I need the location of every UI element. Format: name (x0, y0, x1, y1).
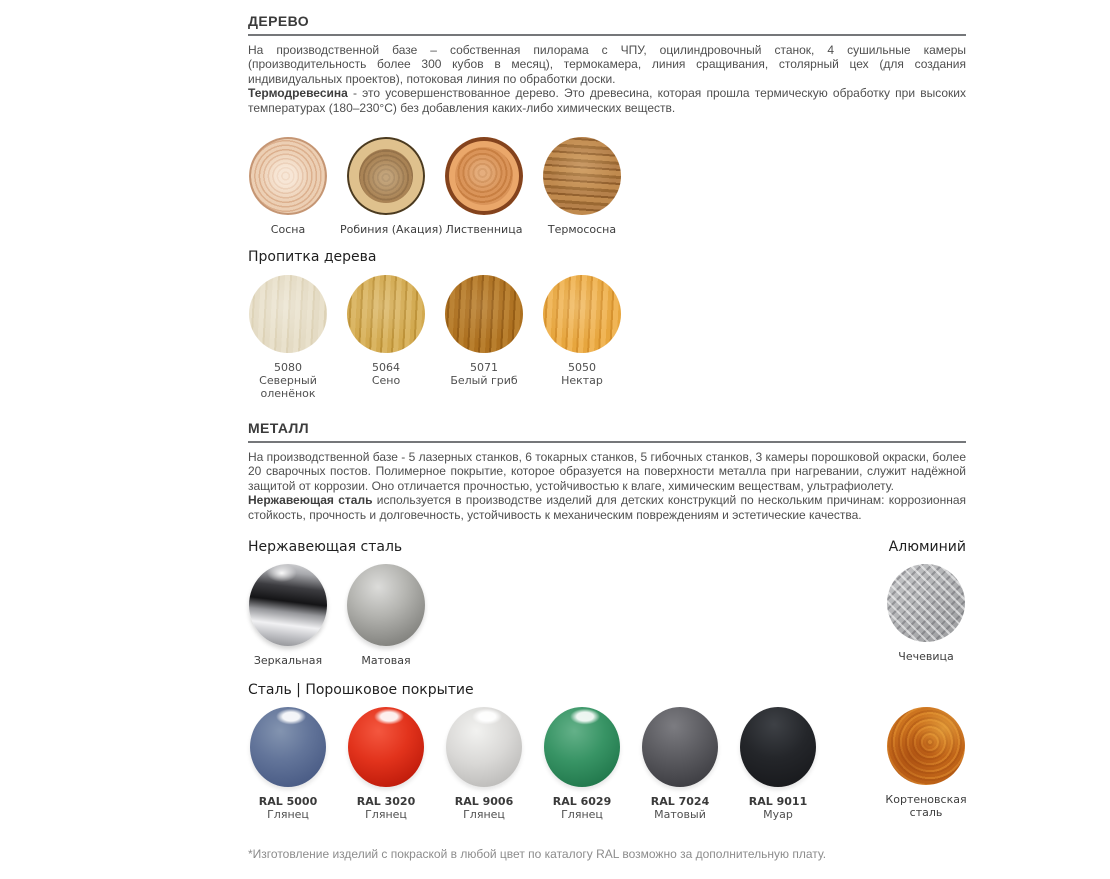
checker-plate-swatch (887, 564, 965, 642)
impregnation-name: Нектар (561, 374, 603, 388)
robinia-slice-swatch (347, 137, 425, 215)
ral-code: RAL 9006 (454, 795, 514, 809)
ral-row (248, 707, 966, 821)
thermowood-paragraph (248, 86, 966, 115)
corten-steel (886, 707, 966, 819)
swatch-label: Зеркальная (253, 654, 323, 668)
ral-3020 (346, 707, 426, 821)
stainless-text: используется в производстве изделий для детских конструкций по нескольким причинам: коррозионная стойкость, прочность и долговечность, устойчивость к механическим повреждениям и эстетические качества. (248, 493, 966, 522)
wood-section (248, 13, 966, 400)
swatch-label: Кортеновская сталь (885, 793, 967, 820)
impregnation-name: Сено (371, 374, 401, 388)
impregnation-5080 (248, 275, 328, 400)
ral-code: RAL 9011 (748, 795, 808, 809)
ral-code: RAL 6029 (552, 795, 612, 809)
impregnation-5064-swatch (347, 275, 425, 353)
wood-species-robinia (340, 137, 443, 237)
ral-code: RAL 5000 (258, 795, 318, 809)
swatch-label (340, 795, 432, 821)
impregnation-5050 (542, 275, 622, 387)
stainless-aluminum-headers (248, 538, 966, 556)
impregnation-code: 5071 (470, 361, 498, 375)
impregnation-code: 5080 (274, 361, 302, 375)
ral-code: RAL 7024 (650, 795, 710, 809)
matte-steel-sphere-swatch (347, 564, 425, 646)
stainless-title: Нержавеющая сталь (248, 539, 403, 556)
metal-intro-paragraph: На производственной базе - 5 лазерных станков, 6 токарных станков, 5 гибочных станков, 3 камеры порошковой окраски, более 20 сварочных постов. Полимерное покрытие, которое образуется на поверхности металла при нагревании, служит надёжной защитой от коррозии. Оно отличается прочностью, устойчивостью к влаге, химическим веществам, ультрафиолету. (248, 450, 966, 493)
wood-section-title: ДЕРЕВО (248, 13, 310, 29)
ral-finish: Глянец (365, 808, 407, 822)
stainless-row (248, 564, 966, 667)
impregnation-5080-swatch (249, 275, 327, 353)
swatch-label (438, 361, 530, 387)
ral-code: RAL 3020 (356, 795, 416, 809)
impregnation-5071-swatch (445, 275, 523, 353)
swatch-label (732, 795, 824, 821)
aluminum-lentil (886, 564, 966, 663)
swatch-label: Чечевица (898, 650, 954, 664)
stainless-lead: Нержавеющая сталь (248, 493, 373, 508)
impregnation-5071 (444, 275, 524, 387)
impregnation-code: 5050 (568, 361, 596, 375)
swatch-label: Термососна (547, 223, 617, 237)
ral-footnote: *Изготовление изделий с покраской в любой цвет по каталогу RAL возможно за дополнительную плату. (248, 847, 827, 862)
swatch-label (340, 361, 432, 387)
swatch-label: Робиния (Акация) (340, 223, 443, 237)
impregnation-code: 5064 (372, 361, 400, 375)
wood-species-larch (444, 137, 524, 236)
larch-slice-swatch (445, 137, 523, 215)
ral-finish: Глянец (561, 808, 603, 822)
stainless-paragraph (248, 493, 966, 522)
wood-intro-paragraph: На производственной базе – собственная пилорама с ЧПУ, оцилиндровочный станок, 4 сушильные камеры (производительность более 300 кубов в месяц), термокамера, линия сращивания, столярный цех (для создания индивидуальных проектов), потоковая линия по обработки доски. (248, 43, 966, 86)
swatch-label (438, 795, 530, 821)
impregnation-5064 (346, 275, 426, 387)
page-content (248, 0, 966, 861)
ral-9011-swatch (740, 707, 816, 787)
wood-species-thermopine (542, 137, 622, 236)
ral-7024-swatch (642, 707, 718, 787)
ral-9006-swatch (446, 707, 522, 787)
ral-5000 (248, 707, 328, 821)
chrome-sphere-swatch (249, 564, 327, 646)
wood-section-divider (248, 34, 966, 36)
swatch-label: Матовая (361, 654, 411, 668)
ral-6029 (542, 707, 622, 821)
aluminum-title: Алюминий (888, 539, 966, 556)
thermo-pine-swatch (543, 137, 621, 215)
ral-5000-swatch (250, 707, 326, 787)
corten-steel-swatch (887, 707, 965, 785)
stainless-mirror (248, 564, 328, 667)
swatch-label (242, 361, 334, 400)
impregnation-name: Белый гриб (450, 374, 518, 388)
impregnation-title: Пропитка дерева (248, 249, 377, 266)
wood-species-row (248, 137, 966, 236)
impregnation-row (248, 275, 966, 400)
swatch-label (634, 795, 726, 821)
ral-7024 (640, 707, 720, 821)
thermowood-lead: Термодревесина (248, 86, 348, 101)
ral-6029-swatch (544, 707, 620, 787)
swatch-label: Сосна (270, 223, 306, 237)
metal-section-divider (248, 441, 966, 443)
ral-3020-swatch (348, 707, 424, 787)
ral-9006 (444, 707, 524, 821)
swatch-label (242, 795, 334, 821)
swatch-label: Лиственница (445, 223, 523, 237)
metal-section (248, 420, 966, 821)
swatch-label (536, 795, 628, 821)
thermowood-text: - это усовершенствованное дерево. Это древесина, которая прошла термическую обработку при высоких температурах (180–230°С) без добавления каких-либо химических веществ. (248, 86, 966, 115)
wood-species-pine (248, 137, 328, 236)
swatch-label (536, 361, 628, 387)
ral-finish: Матовый (654, 808, 706, 822)
pine-slice-swatch (249, 137, 327, 215)
impregnation-5050-swatch (543, 275, 621, 353)
ral-finish: Глянец (463, 808, 505, 822)
ral-finish: Глянец (267, 808, 309, 822)
metal-section-title: МЕТАЛЛ (248, 420, 309, 437)
ral-finish: Муар (763, 808, 793, 822)
ral-9011 (738, 707, 818, 821)
stainless-matte (346, 564, 426, 667)
powder-coating-title: Сталь | Порошковое покрытие (248, 682, 474, 699)
impregnation-name: Северный оленёнок (259, 374, 317, 401)
